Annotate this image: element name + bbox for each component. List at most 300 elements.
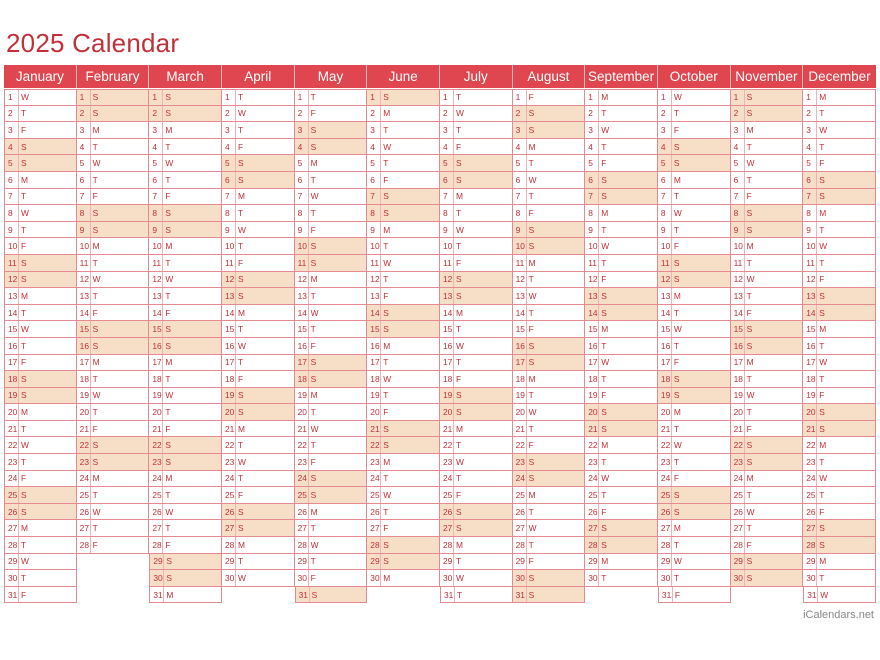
day-number: 8	[297, 207, 303, 218]
month-header-january: January	[4, 65, 77, 88]
day-number: 15	[733, 324, 743, 335]
day-number: 18	[442, 373, 453, 384]
day-number: 4	[297, 141, 303, 152]
day-number: 17	[442, 357, 453, 368]
day-number: 22	[297, 440, 307, 451]
weekday-letter: T	[671, 222, 683, 238]
day-cell	[222, 122, 295, 139]
day-cell	[77, 172, 150, 189]
day-number: 5	[806, 158, 811, 169]
weekday-letter: T	[816, 106, 828, 122]
day-number: 19	[660, 390, 671, 401]
day-cell	[658, 355, 731, 372]
weekday-letter: W	[235, 222, 247, 238]
weekday-letter: S	[526, 122, 538, 138]
weekday-letter: W	[671, 321, 683, 337]
day-number: 11	[660, 257, 670, 268]
day-number: 11	[442, 257, 452, 268]
weekday-letter: F	[235, 487, 247, 503]
weekday-letter: T	[18, 106, 30, 122]
weekday-letter: S	[90, 437, 102, 453]
day-number: 6	[297, 174, 303, 185]
month-column-september	[585, 89, 658, 605]
day-cell	[222, 222, 295, 239]
day-number: 23	[515, 456, 525, 467]
month-header-june: June	[367, 65, 440, 88]
weekday-letter: T	[598, 487, 610, 503]
day-cell	[803, 189, 876, 206]
day-cell	[513, 587, 586, 604]
day-cell	[731, 305, 804, 322]
day-cell	[585, 504, 658, 521]
day-cell	[585, 139, 658, 156]
day-cell	[731, 288, 804, 305]
weekday-letter: F	[598, 388, 610, 404]
day-number: 18	[8, 373, 18, 384]
day-number: 8	[515, 207, 521, 218]
day-cell	[367, 570, 440, 587]
day-number: 24	[79, 473, 89, 484]
weekday-letter: F	[526, 205, 538, 221]
day-number: 20	[733, 407, 743, 418]
weekday-letter: T	[18, 338, 30, 354]
weekday-letter: M	[526, 487, 538, 503]
day-cell	[149, 371, 222, 388]
weekday-letter: T	[235, 355, 247, 371]
weekday-letter: T	[380, 238, 392, 254]
weekday-letter: F	[598, 272, 610, 288]
weekday-letter: T	[453, 554, 465, 570]
day-number: 12	[515, 274, 525, 285]
weekday-letter: T	[526, 189, 538, 205]
day-cell	[149, 305, 222, 322]
weekday-letter: T	[671, 537, 683, 553]
weekday-letter: T	[453, 321, 465, 337]
day-number: 31	[8, 589, 18, 600]
day-number: 7	[152, 191, 157, 202]
day-number: 6	[660, 174, 666, 185]
day-cell	[803, 272, 876, 289]
day-number: 13	[733, 290, 743, 301]
day-cell	[295, 222, 368, 239]
weekday-letter: T	[453, 355, 465, 371]
day-number: 17	[806, 357, 816, 368]
day-cell	[803, 255, 876, 272]
day-cell	[295, 355, 368, 372]
day-number: 11	[152, 257, 162, 268]
day-cell	[585, 487, 658, 504]
day-cell	[77, 404, 150, 421]
day-number: 28	[588, 539, 598, 550]
day-number: 6	[224, 174, 230, 185]
day-number: 18	[152, 373, 162, 384]
day-number: 29	[8, 556, 18, 567]
weekday-letter: T	[380, 272, 392, 288]
weekday-letter: S	[453, 520, 465, 536]
day-cell	[585, 305, 658, 322]
day-number: 15	[660, 324, 671, 335]
day-number: 16	[370, 340, 380, 351]
weekday-letter: S	[18, 504, 30, 520]
weekday-letter: M	[598, 90, 610, 105]
weekday-letter: F	[380, 404, 392, 420]
day-cell	[513, 520, 586, 537]
weekday-letter: S	[380, 421, 392, 437]
day-cell	[658, 89, 731, 106]
day-number: 26	[297, 506, 307, 517]
day-cell	[77, 321, 150, 338]
day-cell	[803, 570, 876, 587]
day-number: 20	[79, 407, 89, 418]
day-cell	[440, 222, 513, 239]
weekday-letter: T	[816, 139, 828, 155]
day-cell	[731, 537, 804, 554]
weekday-letter: W	[18, 321, 30, 337]
day-number: 8	[224, 207, 230, 218]
day-number: 13	[8, 290, 18, 301]
month-header-november: November	[731, 65, 804, 88]
day-number: 27	[8, 523, 18, 534]
day-number: 16	[442, 340, 453, 351]
weekday-letter: T	[308, 554, 320, 570]
day-cell	[149, 89, 222, 106]
day-cell	[222, 371, 295, 388]
weekday-letter: T	[453, 437, 465, 453]
weekday-letter: T	[453, 90, 465, 105]
day-number: 7	[588, 191, 593, 202]
day-number: 11	[297, 257, 307, 268]
month-header-row	[4, 65, 876, 88]
day-cell	[295, 139, 368, 156]
day-cell	[658, 305, 731, 322]
day-cell	[585, 288, 658, 305]
weekday-letter: T	[380, 122, 392, 138]
day-cell	[149, 355, 222, 372]
day-cell	[440, 570, 513, 587]
weekday-letter: M	[90, 471, 102, 487]
day-number: 27	[806, 523, 816, 534]
weekday-letter: F	[453, 371, 465, 387]
day-number: 22	[442, 440, 453, 451]
day-number: 5	[152, 158, 157, 169]
day-number: 4	[370, 141, 375, 152]
day-number: 24	[588, 473, 598, 484]
weekday-letter: S	[453, 155, 465, 171]
day-cell	[222, 554, 295, 571]
weekday-letter: T	[526, 305, 538, 321]
weekday-letter: F	[162, 537, 174, 553]
day-cell	[658, 155, 731, 172]
weekday-letter: T	[90, 172, 102, 188]
day-cell	[731, 454, 804, 471]
weekday-letter: T	[90, 255, 102, 271]
day-number: 1	[806, 92, 811, 103]
day-number: 8	[660, 207, 666, 218]
weekday-letter: F	[671, 355, 683, 371]
weekday-letter: W	[162, 504, 174, 520]
day-number: 22	[515, 440, 525, 451]
day-number: 2	[806, 108, 811, 119]
day-cell	[295, 487, 368, 504]
day-cell	[149, 537, 222, 554]
day-cell	[585, 437, 658, 454]
day-number: 8	[370, 207, 375, 218]
day-cell	[440, 520, 513, 537]
weekday-letter: W	[453, 454, 465, 470]
day-cell	[803, 139, 876, 156]
day-cell	[803, 288, 876, 305]
weekday-letter: W	[18, 437, 30, 453]
weekday-letter: T	[526, 537, 538, 553]
day-cell	[149, 222, 222, 239]
weekday-letter: M	[308, 272, 320, 288]
day-cell	[222, 388, 295, 405]
day-number: 18	[806, 373, 816, 384]
weekday-letter: W	[671, 554, 683, 570]
weekday-letter: S	[598, 288, 610, 304]
day-cell	[513, 355, 586, 372]
weekday-letter: M	[453, 537, 465, 553]
weekday-letter: F	[598, 155, 610, 171]
day-number: 13	[224, 290, 235, 301]
day-cell	[585, 205, 658, 222]
day-cell	[803, 471, 876, 488]
day-number: 5	[442, 158, 448, 169]
day-cell	[731, 222, 804, 239]
day-cell	[513, 554, 586, 571]
weekday-letter: S	[235, 388, 247, 404]
weekday-letter: F	[744, 537, 756, 553]
day-number: 2	[442, 108, 448, 119]
day-number: 14	[152, 307, 162, 318]
weekday-letter: T	[18, 222, 30, 238]
day-number: 23	[370, 456, 380, 467]
day-cell	[367, 238, 440, 255]
weekday-letter: S	[162, 437, 174, 453]
weekday-letter: F	[380, 288, 392, 304]
day-cell	[513, 371, 586, 388]
weekday-letter: S	[671, 388, 683, 404]
day-cell	[4, 537, 77, 554]
weekday-letter: T	[162, 172, 174, 188]
day-cell	[367, 371, 440, 388]
day-number: 3	[515, 124, 521, 135]
day-number: 1	[224, 92, 230, 103]
weekday-letter: M	[744, 471, 756, 487]
weekday-letter: S	[162, 222, 174, 238]
day-cell	[149, 272, 222, 289]
day-cell	[222, 454, 295, 471]
month-column-october	[658, 89, 731, 605]
day-cell	[367, 272, 440, 289]
day-cell	[803, 222, 876, 239]
weekday-letter: W	[453, 222, 465, 238]
day-cell	[440, 504, 513, 521]
weekday-letter: M	[380, 570, 392, 586]
day-cell	[222, 520, 295, 537]
day-number: 10	[79, 241, 89, 252]
weekday-letter: F	[18, 587, 30, 603]
day-cell	[367, 388, 440, 405]
day-cell	[295, 587, 368, 604]
day-cell	[4, 122, 77, 139]
day-number: 19	[370, 390, 380, 401]
day-number: 27	[442, 523, 453, 534]
day-cell	[222, 487, 295, 504]
day-cell	[4, 355, 77, 372]
day-number: 4	[442, 141, 448, 152]
weekday-letter: W	[380, 487, 392, 503]
weekday-letter: S	[598, 421, 610, 437]
day-cell	[585, 272, 658, 289]
weekday-letter: S	[671, 155, 683, 171]
day-number: 11	[370, 257, 379, 268]
day-number: 25	[442, 490, 453, 501]
weekday-letter: T	[526, 388, 538, 404]
day-number: 19	[442, 390, 453, 401]
day-number: 12	[733, 274, 743, 285]
day-number: 28	[224, 539, 235, 550]
weekday-letter: M	[308, 388, 320, 404]
weekday-letter: F	[308, 106, 320, 122]
day-cell	[295, 504, 368, 521]
day-cell	[440, 554, 513, 571]
day-cell	[803, 321, 876, 338]
day-cell	[77, 504, 150, 521]
day-number: 11	[588, 257, 597, 268]
weekday-letter: T	[816, 454, 828, 470]
day-number: 21	[79, 423, 89, 434]
month-header-may: May	[295, 65, 368, 88]
weekday-letter: W	[235, 106, 247, 122]
weekday-letter: F	[744, 305, 756, 321]
weekday-letter: T	[671, 106, 683, 122]
weekday-letter: F	[380, 520, 392, 536]
day-number: 16	[8, 340, 18, 351]
day-cell	[513, 321, 586, 338]
day-cell	[295, 272, 368, 289]
weekday-letter: F	[453, 487, 465, 503]
weekday-letter: W	[744, 388, 756, 404]
day-cell	[513, 89, 586, 106]
day-number: 9	[79, 224, 85, 235]
day-cell	[731, 122, 804, 139]
day-number: 10	[588, 241, 598, 252]
day-number: 13	[370, 290, 380, 301]
weekday-letter: M	[162, 355, 174, 371]
weekday-letter: M	[744, 238, 756, 254]
day-cell	[803, 238, 876, 255]
day-cell	[4, 570, 77, 587]
weekday-letter: S	[18, 487, 30, 503]
day-number: 19	[806, 390, 816, 401]
weekday-letter: S	[90, 338, 102, 354]
weekday-letter: W	[308, 305, 320, 321]
day-cell	[4, 404, 77, 421]
weekday-letter: M	[235, 189, 247, 205]
day-number: 28	[806, 539, 816, 550]
day-number: 4	[660, 141, 666, 152]
day-number: 14	[806, 307, 816, 318]
day-number: 22	[588, 440, 598, 451]
day-cell	[803, 89, 876, 106]
day-cell	[222, 305, 295, 322]
weekday-letter: M	[816, 321, 828, 337]
weekday-letter: S	[162, 338, 174, 354]
weekday-letter: F	[453, 139, 465, 155]
day-cell	[440, 305, 513, 322]
weekday-letter: W	[453, 570, 465, 586]
day-cell	[367, 255, 440, 272]
weekday-letter: S	[162, 205, 174, 221]
day-number: 15	[442, 324, 453, 335]
day-cell	[222, 404, 295, 421]
month-header-february: February	[77, 65, 150, 88]
weekday-letter: S	[162, 106, 174, 122]
weekday-letter: T	[671, 421, 683, 437]
day-cell	[440, 321, 513, 338]
day-cell	[367, 421, 440, 438]
day-cell	[658, 454, 731, 471]
day-cell	[295, 89, 368, 106]
weekday-letter: S	[816, 520, 828, 536]
weekday-letter: W	[162, 155, 174, 171]
day-number: 14	[297, 307, 307, 318]
weekday-letter: W	[744, 155, 756, 171]
weekday-letter: S	[308, 471, 320, 487]
day-cell	[731, 321, 804, 338]
day-number: 23	[588, 456, 598, 467]
day-number: 10	[806, 241, 816, 252]
weekday-letter: S	[744, 338, 756, 354]
day-cell	[585, 106, 658, 123]
weekday-letter: S	[744, 570, 756, 586]
weekday-letter: M	[235, 305, 247, 321]
day-number: 22	[806, 440, 816, 451]
day-cell	[513, 471, 586, 488]
day-number: 26	[370, 506, 380, 517]
day-number: 28	[370, 539, 380, 550]
weekday-letter: T	[90, 487, 102, 503]
day-number: 28	[733, 539, 743, 550]
weekday-letter: W	[598, 122, 610, 138]
day-cell	[440, 288, 513, 305]
weekday-letter: T	[235, 437, 247, 453]
day-cell	[513, 172, 586, 189]
day-cell	[149, 288, 222, 305]
day-number: 4	[515, 141, 521, 152]
day-number: 18	[588, 373, 598, 384]
month-header-march: March	[149, 65, 222, 88]
day-number: 4	[79, 141, 85, 152]
weekday-letter: M	[18, 404, 30, 420]
day-cell	[513, 487, 586, 504]
weekday-letter: S	[18, 155, 30, 171]
weekday-letter: W	[526, 520, 538, 536]
day-cell	[731, 355, 804, 372]
weekday-letter: M	[90, 355, 102, 371]
day-cell	[77, 520, 150, 537]
day-number: 6	[152, 174, 157, 185]
day-number: 3	[152, 124, 157, 135]
day-number: 23	[79, 456, 89, 467]
site-credit: iCalendars.net	[803, 609, 874, 621]
weekday-letter: M	[162, 238, 174, 254]
weekday-letter: S	[380, 554, 392, 570]
day-number: 18	[297, 373, 307, 384]
weekday-letter: T	[380, 155, 392, 171]
weekday-letter: M	[453, 189, 465, 205]
